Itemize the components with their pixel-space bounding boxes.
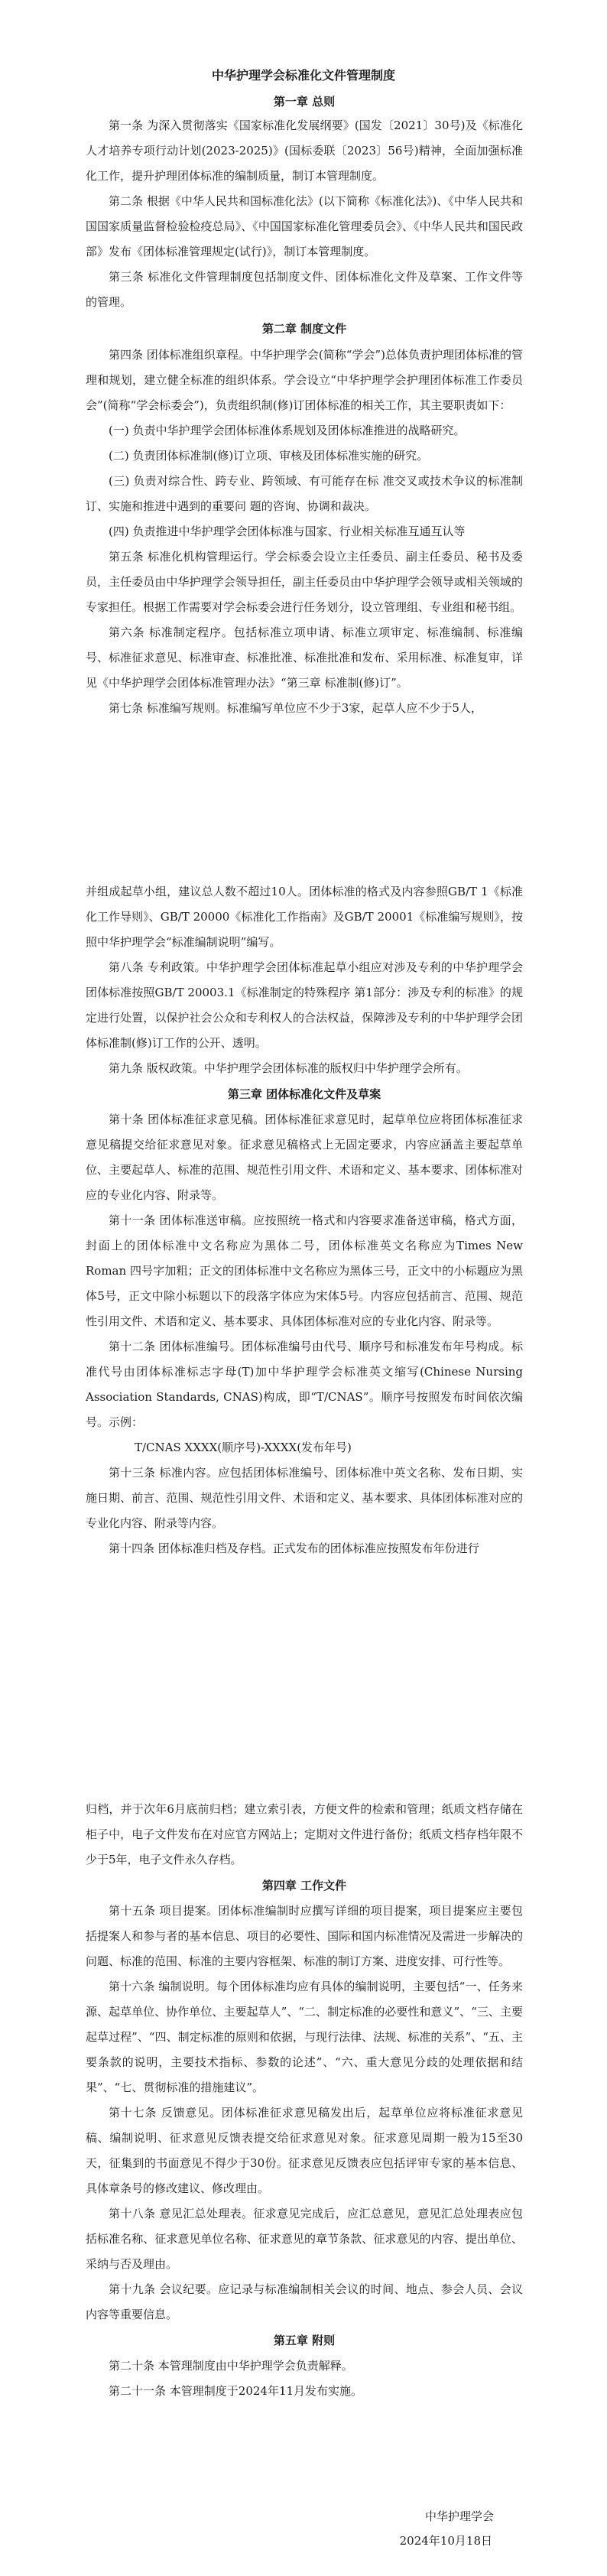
article-11: 第十一条 团体标准送审稿。应按照统一格式和内容要求准备送审稿，格式方面，封面上的团体标准中文名称应为黑体二号，团体标准英文名称应为Times New Roman 四号字加粗；正文的团体标准中文名称应为黑体三号，正文中的小标题应为黑体5号，正文中除小标题以下的段落字体应为宋体5号。内容应包括前言、范围、规范性引用文件、术语和定义、基本要求、具体团体标准对应的专业化内容、附录等。: [86, 1213, 523, 1328]
document-title: 中华护理学会标准化文件管理制度: [211, 68, 395, 83]
page-2: [0, 879, 607, 1782]
article-7-part-1: 第七条 标准编写规则。标准编写单位应不少于3家，起草人应不少于5人，: [109, 701, 482, 715]
article-14-part-2: 归档，并于次年6月底前归档；建立索引表，方便文件的检索和管理；纸质文档存储在柜子中，电子文件发布在对应官方网站上；定期对文件进行备份；纸质文档存档年限不少于5年，电子文件永久存档。: [86, 1802, 523, 1866]
standard-code-example: T/CNAS XXXX(顺序号)-XXXX(发布年号): [135, 1441, 352, 1454]
signature-date: 2024年10月18日: [399, 2534, 492, 2548]
page-3-content: [86, 1797, 523, 2404]
article-1: 第一条 为深入贯彻落实《国家标准化发展纲要》(国发〔2021〕30号)及《标准化人才培养专项行动计划(2023-2025)》(国标委联〔2023〕56号)精神，全面加强标准化工作，提升护理团体标准的编制质量，制订本管理制度。: [86, 119, 523, 183]
article-10: 第十条 团体标准征求意见稿。团体标准征求意见时，起草单位应将团体标准征求意见稿提交给征求意见对象。征求意见稿格式上无固定要求，内容应涵盖主要起草单位、主要起草人、标准的范围、规范性引用文件、术语和定义、基本要求、团体标准对应的专业化内容、附录等。: [86, 1113, 523, 1202]
article-4-item-1: (一) 负责中华护理学会团体标准体系规划及团体标准推进的战略研究。: [109, 424, 466, 437]
chapter-1-section: [86, 90, 523, 721]
article-20: 第二十条 本管理制度由中华护理学会负责解释。: [109, 2359, 353, 2373]
chapter-2-heading: 第二章 制度文件: [261, 322, 347, 336]
page-3: [0, 1797, 607, 2576]
article-4: 第四条 团体标准组织章程。中华护理学会(简称“学会”)总体负责护理团体标准的管理和规划，建立健全标准的组织体系。学会设立“中华护理学会护理团体标准工作委员会”(简称“学会标委会”)，负责组织制(修)订团体标准的相关工作，其主要职责如下：: [86, 348, 523, 412]
article-15: 第十五条 项目提案。团体标准编制时应撰写详细的项目提案，项目提案应主要包括提案人和参与者的基本信息、项目的必要性、国际和国内标准情况及需进一步解决的问题、标准的范围、标准的主要内容框架、标准的制订方案、进度安排、可行性等。: [86, 1904, 523, 1968]
page-2-content: [86, 879, 523, 1561]
chapter-3-heading: 第三章 团体标准化文件及草案: [227, 1087, 381, 1101]
article-3: 第三条 标准化文件管理制度包括制度文件、团体标准化文件及草案、工作文件等的管理。: [86, 270, 523, 309]
article-19: 第十九条 会议纪要。应记录与标准编制相关会议的时间、地点、参会人员、会议内容等重要信息。: [86, 2282, 523, 2321]
article-7-part-2: 并组成起草小组，建议总人数不超过10人。团体标准的格式及内容参照GB/T 1《标准化工作导则》、GB/T 20000《标准化工作指南》及GB/T 20001《标准编写规则》，按照中华护理学会“标准编制说明”编写。: [86, 885, 523, 949]
article-12: 第十二条 团体标准编号。团体标准编号由代号、顺序号和标准发布年号构成。标准代号由团体标准标志字母(T)加中华护理学会标准英文缩写(Chinese Nursing Association Standards, CNAS)构成，即“T/CNAS”。顺序号按照发布时间依次编号。示例：: [86, 1340, 523, 1429]
article-18: 第十八条 意见汇总处理表。征求意见完成后，应汇总意见，意见汇总处理表应包括标准名称、征求意见单位名称、征求意见的章节条款、征求意见的内容、提出单位、采纳与否及理由。: [86, 2207, 523, 2271]
article-4-item-3: (三) 负责对综合性、跨专业、跨领域、有可能存在标 准交叉或技术争议的标准制订、实施和推进中遇到的重要问 题的咨询、协调和裁决。: [86, 474, 523, 513]
article-9: 第九条 版权政策。中华护理学会团体标准的版权归中华护理学会所有。: [109, 1061, 468, 1075]
chapter-1-heading: 第一章 总则: [273, 95, 336, 109]
article-8: 第八条 专利政策。中华护理学会团体标准起草小组应对涉及专利的中华护理学会团体标准按照GB/T 20003.1《标准制定的特殊程序 第1部分：涉及专利的标准》的规定进行处置，以保护社会公众和专利权人的合法权益，保障涉及专利的中华护理学会团体标准制(修)订工作的公开、透明。: [86, 960, 523, 1050]
signature-org: 中华护理学会: [424, 2509, 494, 2523]
article-4-item-4: (四) 负责推进中华护理学会团体标准与国家、行业相关标准互通互认等: [109, 525, 466, 538]
article-6: 第六条 标准制定程序。包括标准立项申请、标准立项审定、标准编制、标准编号、标准征求意见、标准审查、标准批准、标准批准和发布、采用标准、标准复审，详见《中华护理学会团体标准管理办法》“第三章 标准制(修)订”。: [86, 625, 523, 690]
article-14-part-1: 第十四条 团体标准归档及存档。正式发布的团体标准应按照发布年份进行: [109, 1541, 479, 1555]
chapter-5-heading: 第五章 附则: [273, 2334, 336, 2347]
article-2: 第二条 根据《中华人民共和国标准化法》(以下简称《标准化法》)、《中华人民共和国国家质量监督检验检疫总局》、《中国国家标准化管理委员会》、《中华人民共和国民政部》发布《团体标准管理规定(试行)》，制订本管理制度。: [86, 194, 523, 258]
article-4-item-2: (二) 负责团体标准制(修)订立项、审核及团体标准实施的研究。: [109, 449, 429, 463]
article-5: 第五条 标准化机构管理运行。学会标委会设立主任委员、副主任委员、秘书及委员，主任委员由中华护理学会领导担任，副主任委员由中华护理学会领导或相关领域的专家担任。根据工作需要对学会标委会进行任务划分，设立管理组、专业组和秘书组。: [86, 550, 523, 614]
article-21: 第二十一条 本管理制度于2024年11月发布实施。: [109, 2384, 363, 2398]
page-1: [0, 0, 607, 856]
article-13: 第十三条 标准内容。应包括团体标准编号、团体标准中英文名称、发布日期、实施日期、前言、范围、规范性引用文件、术语和定义、基本要求、具体团体标准对应的专业化内容、附录等内容。: [86, 1466, 523, 1530]
article-16: 第十六条 编制说明。每个团体标准均应有具体的编制说明，主要包括“一、任务来源、起草单位、协作单位、主要起草人”、“二、制定标准的必要性和意义”、“三、主要起草过程”、“四、制定标准的原则和依据，与现行法律、法规、标准的关系”、“五、主要条款的说明，主要技术指标、参数的论述”、“六、重大意见分歧的处理依据和结果”、“七、贯彻标准的措施建议”。: [86, 1980, 523, 2094]
article-17: 第十七条 反馈意见。团体标准征求意见稿发出后，起草单位应将标准征求意见稿、编制说明、征求意见反馈表提交给征求意见对象。征求意见周期一般为15至30天，征集到的书面意见不得少于30份。征求意见反馈表应包括评审专家的基本信息、具体章条号的修改建议、修改理由。: [86, 2106, 523, 2195]
chapter-4-heading: 第四章 工作文件: [261, 1879, 347, 1892]
